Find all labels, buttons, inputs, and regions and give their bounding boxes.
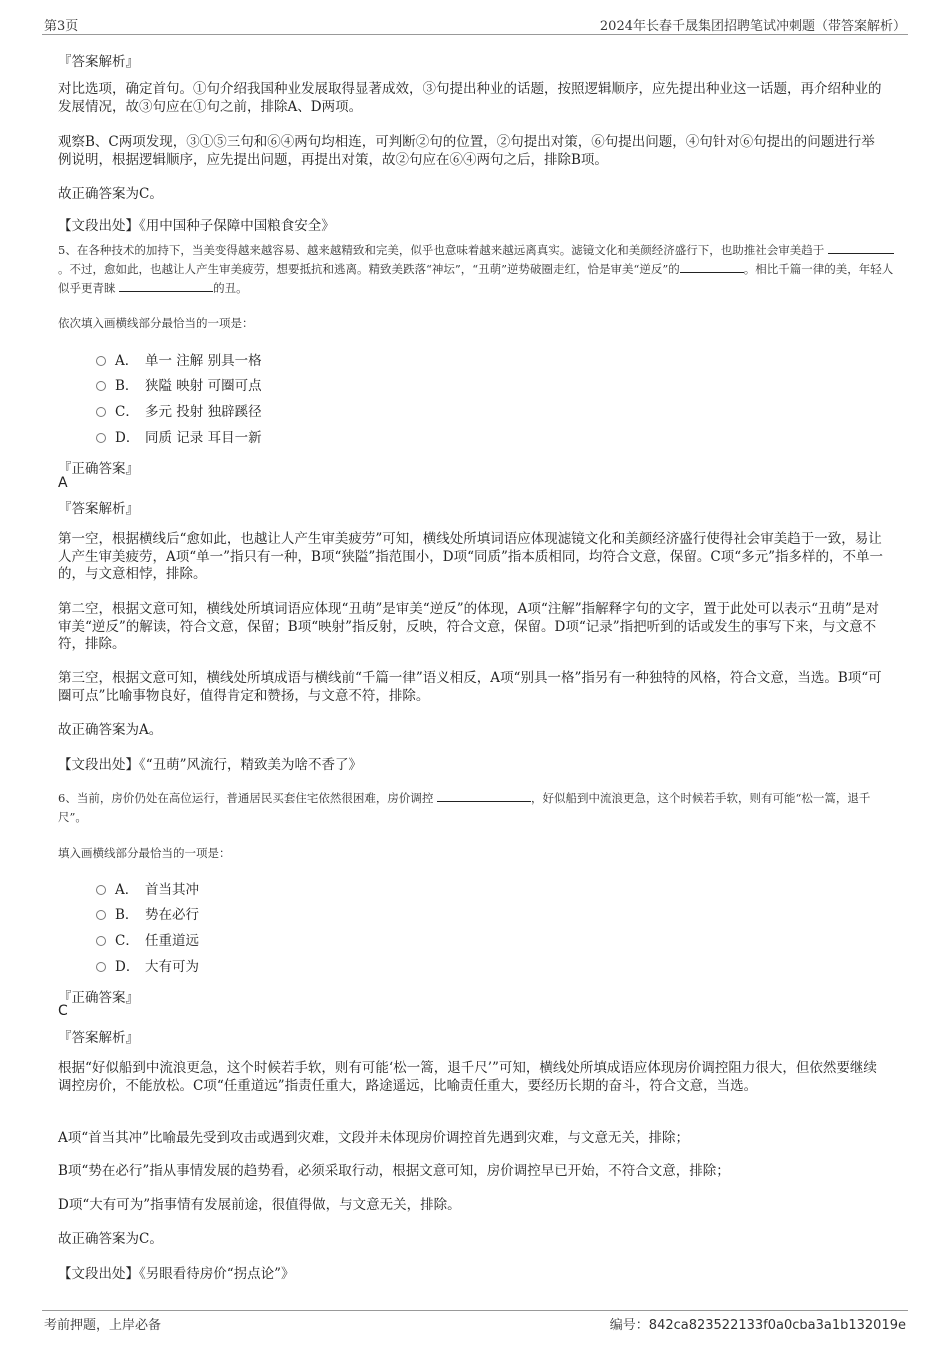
analysis-paragraph: 第一空，根据横线后“愈如此，也越让人产生审美疲劳”可知，横线处所填词语应体现滤镜文化和美颜经济盛行使得社会审美趋于一致，易让人产生审美疲劳，A项“单一”指只有一种，B项“狭隘”指范围小，D项“同质”指本质相同，均符合文意，保留。C项“多元”指多样的，不单一的，与文意相悖，排除。 (58, 531, 884, 582)
header-divider (42, 34, 908, 35)
page-number: 第3页 (44, 19, 79, 34)
fill-blank (680, 261, 744, 273)
question-prompt: 填入画横线部分最恰当的一项是： (58, 846, 231, 860)
footer-slogan: 考前押题，上岸必备 (44, 1318, 162, 1333)
radio-icon[interactable] (96, 433, 106, 443)
analysis-paragraph: 根据“好似船到中流浪更急，这个时候若手软，则有可能‘松一篙，退千尺’”可知，横线处所填成语应体现房价调控阻力很大，但依然要继续调控房价，不能放松。C项“任重道远”指责任重大，路途遥远，比喻责任重大，要经历长期的奋斗，符合文意，当选。 (58, 1060, 877, 1094)
option-c[interactable]: C． 多元 投射 独辟蹊径 (96, 403, 262, 421)
correct-answer-value: C (58, 1003, 68, 1019)
correct-answer-value: A (58, 475, 68, 491)
fill-blank (828, 242, 894, 254)
analysis-paragraph: B项“势在必行”指从事情发展的趋势看，必须采取行动，根据文意可知，房价调控早已开始，不符合文意，排除； (58, 1163, 730, 1179)
radio-icon[interactable] (96, 885, 106, 895)
question-6-stem: 6、当前，房价仍处在高位运行，普通居民买套住宅依然很困难，房价调控 ，好似船到中流浪更急，这个时候若手软，则有可能“松一篙，退千尺”。 (58, 791, 871, 824)
option-b[interactable]: B． 势在必行 (96, 906, 199, 924)
radio-icon[interactable] (96, 407, 106, 417)
radio-icon[interactable] (96, 962, 106, 972)
fill-blank (119, 280, 213, 292)
correct-answer-label: 『正确答案』 (58, 461, 139, 477)
option-d[interactable]: D． 同质 记录 耳目一新 (96, 429, 262, 447)
source-citation: 【文段出处】《“丑萌”风流行，精致美为啥不香了》 (58, 757, 363, 773)
conclusion: 故正确答案为C。 (58, 1231, 163, 1247)
document-title: 2024年长春千晟集团招聘笔试冲刺题（带答案解析） (599, 19, 906, 34)
answer-analysis-label: 『答案解析』 (58, 1030, 139, 1046)
analysis-paragraph: 观察B、C两项发现，③①⑤三句和⑥④两句均相连，可判断②句的位置，②句提出对策，⑥句提出问题，④句针对⑥句提出的问题进行举例说明，根据逻辑顺序，应先提出问题，再提出对策，故②句应在⑥④两句之后，排除B项。 (58, 134, 875, 168)
answer-analysis-label: 『答案解析』 (58, 54, 139, 70)
document-code: 编号：842ca823522133f0a0cba3a1b132019e (609, 1318, 906, 1333)
source-citation: 【文段出处】《另眼看待房价“拐点论”》 (58, 1266, 295, 1282)
analysis-paragraph: 第二空，根据文意可知，横线处所填词语应体现“丑萌”是审美“逆反”的体现，A项“注解”指解释字句的文字，置于此处可以表示“丑萌”是对审美“逆反”的解读，符合文意，保留；B项“映射”指反射，反映，符合文意，保留。D项“记录”指把听到的话或发生的事写下来，与文意不符，排除。 (58, 601, 879, 652)
option-b[interactable]: B． 狭隘 映射 可圈可点 (96, 377, 262, 395)
option-d[interactable]: D． 大有可为 (96, 958, 199, 976)
correct-answer-label: 『正确答案』 (58, 990, 139, 1006)
question-prompt: 依次填入画横线部分最恰当的一项是： (58, 316, 254, 330)
option-a[interactable]: A． 首当其冲 (96, 881, 199, 899)
radio-icon[interactable] (96, 910, 106, 920)
radio-icon[interactable] (96, 381, 106, 391)
conclusion: 故正确答案为A。 (58, 722, 163, 738)
fill-blank (437, 790, 531, 802)
analysis-paragraph: 第三空，根据文意可知，横线处所填成语与横线前“千篇一律”语义相反，A项“别具一格”指另有一种独特的风格，符合文意，当选。B项“可圈可点”比喻事物良好，值得肯定和赞扬，与文意不符，排除。 (58, 670, 882, 704)
footer-divider (42, 1310, 908, 1311)
analysis-paragraph: 对比选项，确定首句。①句介绍我国种业发展取得显著成效，③句提出种业的话题，按照逻辑顺序，应先提出种业这一话题，再介绍种业的发展情况，故③句应在①句之前，排除A、D两项。 (58, 81, 882, 115)
radio-icon[interactable] (96, 356, 106, 366)
analysis-paragraph: D项“大有可为”指事情有发展前途，很值得做，与文意无关，排除。 (58, 1197, 461, 1213)
conclusion: 故正确答案为C。 (58, 186, 163, 202)
radio-icon[interactable] (96, 936, 106, 946)
option-c[interactable]: C． 任重道远 (96, 932, 199, 950)
answer-analysis-label: 『答案解析』 (58, 501, 139, 517)
analysis-paragraph: A项“首当其冲”比喻最先受到攻击或遇到灾难，文段并未体现房价调控首先遇到灾难，与文意无关，排除； (58, 1130, 690, 1146)
option-a[interactable]: A． 单一 注解 别具一格 (96, 352, 262, 370)
source-citation: 【文段出处】《用中国种子保障中国粮食安全》 (58, 218, 335, 234)
question-5-stem: 5、在各种技术的加持下，当美变得越来越容易、越来越精致和完美，似乎也意味着越来越远离真实。滤镜文化和美颜经济盛行下，也助推社会审美趋于 。不过，愈如此，也越让人产生审美疲劳，想要抵抗和逃离。精致美跌落“神坛”，“丑萌”逆势破圈走红，恰是审美“逆反”的 。相比千篇一律的美，年轻人似乎更青睐 的丑。 (58, 243, 894, 295)
